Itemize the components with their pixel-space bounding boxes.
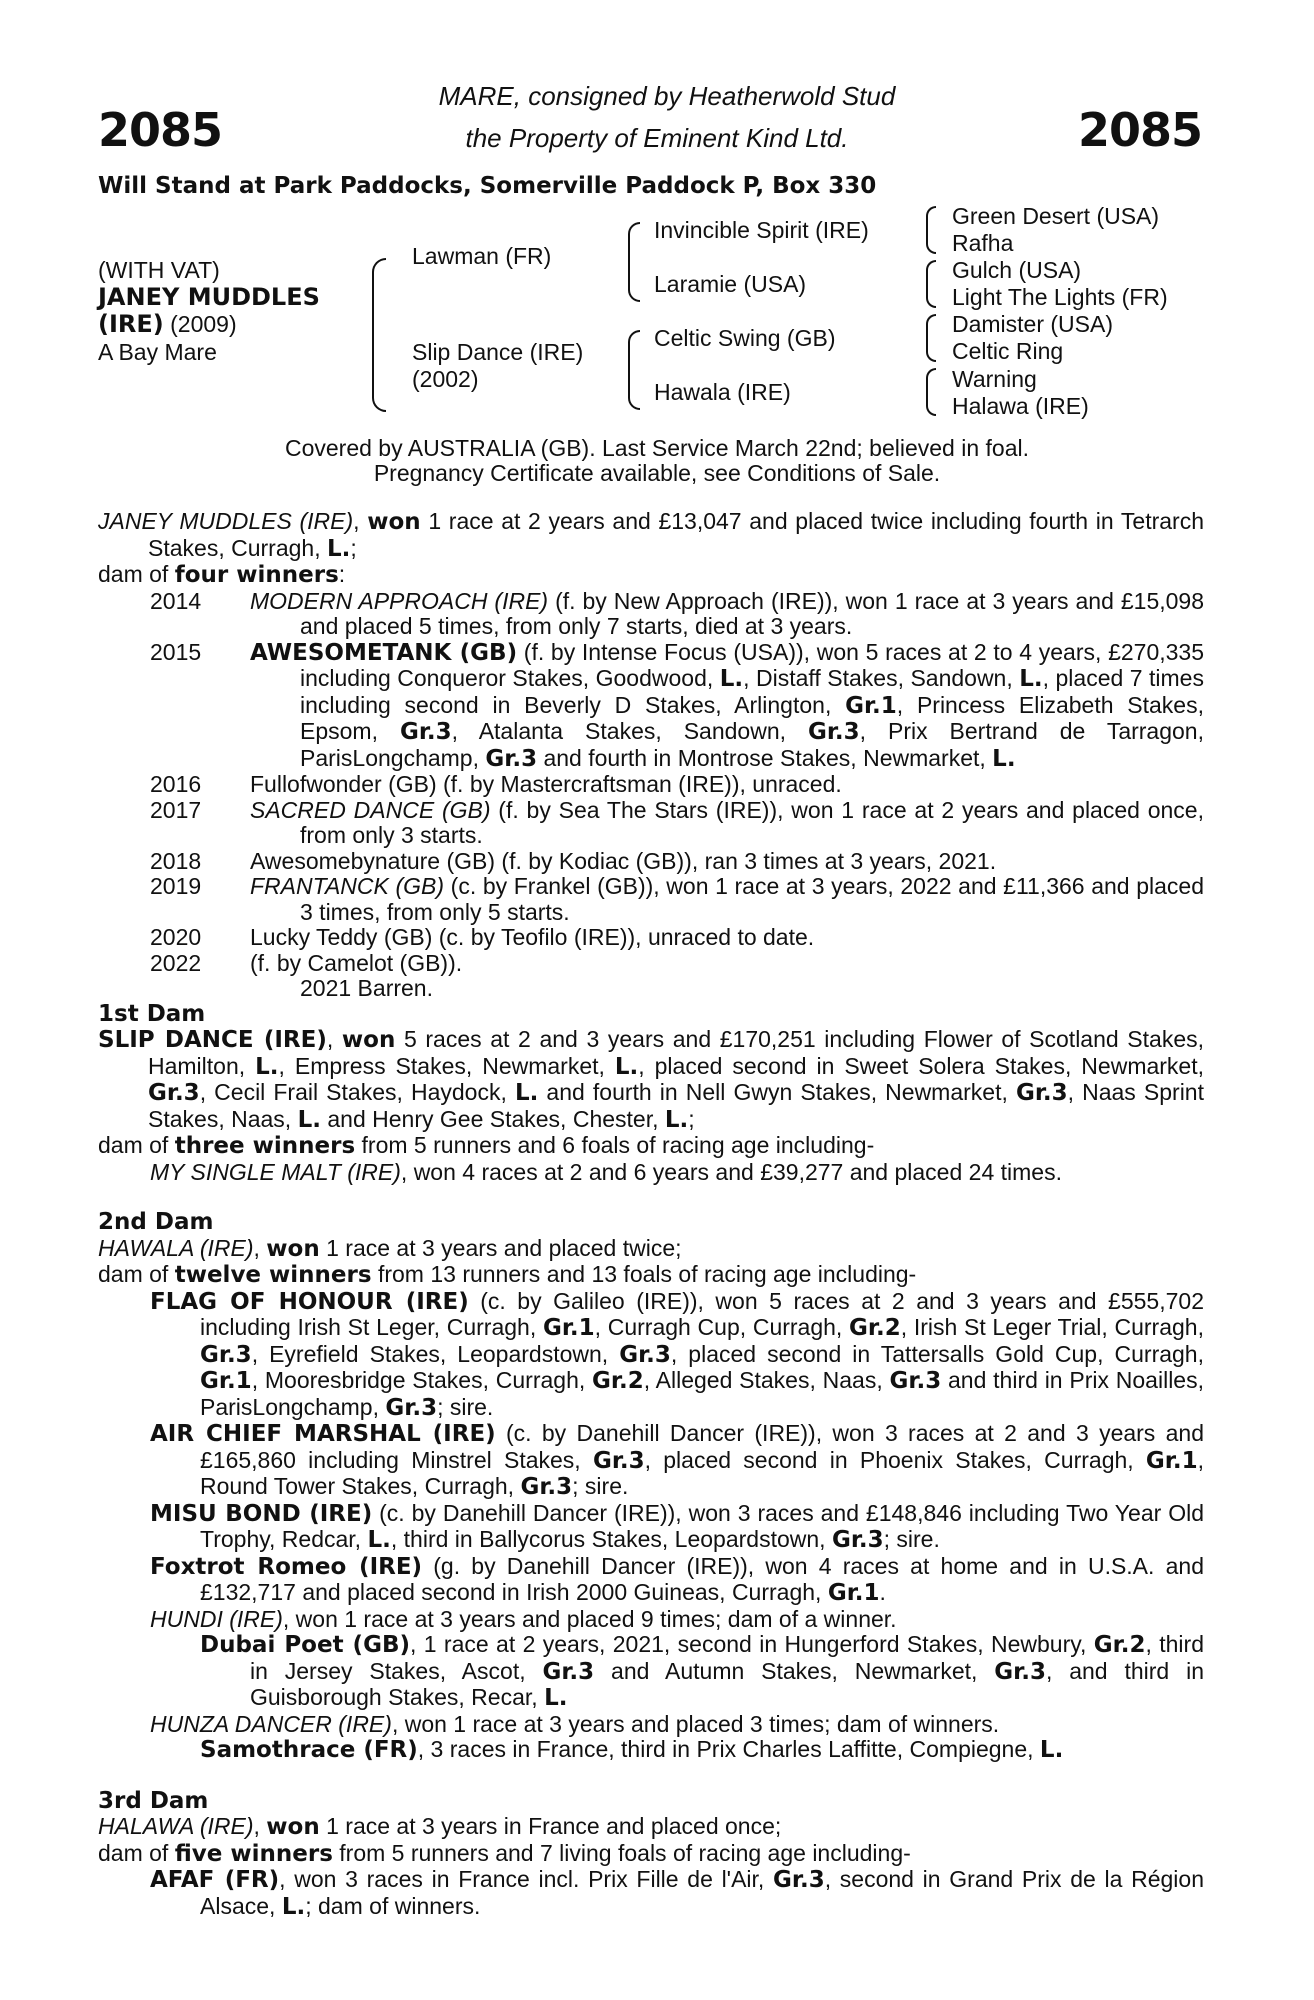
produce-row: 2015 AWESOMETANK (GB) (f. by Intense Focus (USA)), won 5 races at 2 to 4 years, £270,335 including Conqueror Stakes, Goodwood, L., Distaff Stakes, Sandown, L., placed 7 times including second in Beverly D Stakes, Arlington, Gr.1, Princess Elizabeth Stakes, Epsom, Gr.3, Atalanta Stakes, Sandown, Gr.3, Prix Bertrand de Tarragon, ParisLongchamp, Gr.3 and fourth in Montrose Stakes, Newmarket, L.	[98, 640, 1204, 773]
produce-year: 2020	[150, 924, 202, 950]
produce-year: 2014	[150, 587, 202, 614]
progeny-flag-of-honour: FLAG OF HONOUR (IRE) (c. by Galileo (IRE)), won 5 races at 2 and 3 years and £555,702 including Irish St Leger, Curragh, Gr.1, Curragh Cup, Curragh, Gr.2, Irish St Leger Trial, Curragh, Gr.3, Eyrefield Stakes, Leopardstown, Gr.3, placed second in Tattersalls Gold Cup, Curragh, Gr.1, Mooresbridge Stakes, Curragh, Gr.2, Alleged Stakes, Naas, Gr.3 and third in Prix Noailles, ParisLongchamp, Gr.3; sire.	[150, 1287, 1204, 1421]
progeny-air-chief-marshal: AIR CHIEF MARSHAL (IRE) (c. by Danehill Dancer (IRE)), won 3 races at 2 and 3 years and £165,860 including Minstrel Stakes, Gr.3, placed second in Phoenix Stakes, Curragh, Gr.1, Round Tower Stakes, Curragh, Gr.3; sire.	[150, 1420, 1205, 1500]
produce-year: 2017	[150, 796, 202, 823]
sire-sire: Invincible Spirit (IRE)	[654, 217, 869, 243]
dam-sire: Celtic Swing (GB)	[654, 325, 836, 351]
grandprogeny-samothrace: Samothrace (FR), 3 races in France, third in Prix Charles Laffitte, Compiegne, L.	[200, 1736, 1064, 1763]
ddd: Halawa (IRE)	[952, 393, 1089, 419]
produce-row: 2014 MODERN APPROACH (IRE) (f. by New Approach (IRE)), won 1 race at 3 years and £15,098 and placed 5 times, from only 7 starts, died at 3 years.	[98, 589, 1204, 640]
dds: Warning	[952, 366, 1037, 392]
first-dam-record: SLIP DANCE (IRE), won 5 races at 2 and 3 years and £170,251 including Flower of Scotland Stakes, Hamilton, L., Empress Stakes, Newmarket, L., placed second in Sweet Solera Stakes, Newmarket, Gr.3, Cecil Frail Stakes, Haydock, L. and fourth in Nell Gwyn Stakes, Newmarket, Gr.3, Naas Sprint Stakes, Naas, L. and Henry Gee Stakes, Chester, L.;	[98, 1026, 1205, 1133]
vat-note: (WITH VAT)	[98, 257, 220, 283]
horse-suffix-year	[98, 312, 237, 338]
produce-row: 2017 SACRED DANCE (GB) (f. by Sea The Stars (IRE)), won 1 race at 2 years and placed once, from only 3 starts.	[98, 798, 1204, 849]
dam: Slip Dance (IRE)	[412, 339, 584, 365]
brace-3-4	[926, 368, 936, 416]
horse-name: JANEY MUDDLES	[98, 283, 320, 311]
third-dam-heading: 3rd Dam	[98, 1787, 209, 1814]
sire: Lawman (FR)	[412, 243, 552, 269]
sire-dam: Laramie (USA)	[654, 271, 807, 297]
stand-location: Will Stand at Park Paddocks, Somerville Paddock P, Box 330	[98, 173, 877, 199]
brace-dam-line	[628, 330, 640, 410]
first-dam-progeny: MY SINGLE MALT (IRE), won 4 races at 2 and 6 years and £39,277 and placed 24 times.	[150, 1158, 1062, 1185]
dsd: Celtic Ring	[952, 338, 1064, 364]
brace-generation-1	[372, 258, 386, 412]
produce-row: 2018 Awesomebynature (GB) (f. by Kodiac (GB)), ran 3 times at 3 years, 2021.	[98, 849, 1204, 875]
covered-line-1: Covered by AUSTRALIA (GB). Last Service March 22nd; believed in foal.	[284, 435, 1030, 461]
produce-year: 2019	[150, 873, 202, 899]
lot-number-right: 2085	[1077, 103, 1202, 157]
covered-line-2: Pregnancy Certificate available, see Conditions of Sale.	[373, 460, 941, 486]
brace-sire-line	[628, 222, 640, 302]
dam-dam: Hawala (IRE)	[654, 379, 791, 405]
catalogue-body	[98, 509, 1204, 1920]
progeny-afaf: AFAF (FR), won 3 races in France incl. Prix Fille de l'Air, Gr.3, second in Grand Prix de la Région Alsace, L.; dam of winners.	[150, 1866, 1205, 1920]
mare-record: JANEY MUDDLES (IRE), won 1 race at 2 years and £13,047 and placed twice including fourth in Tetrarch Stakes, Curragh, L.;	[98, 508, 1204, 562]
second-dam-record: HAWALA (IRE), won 1 race at 3 years and placed twice;	[98, 1234, 682, 1262]
property-line: the Property of Eminent Kind Ltd.	[465, 123, 849, 153]
brace-3-1	[926, 206, 936, 254]
brace-3-2	[926, 260, 936, 308]
sdd: Light The Lights (FR)	[952, 284, 1168, 310]
dam-year: (2002)	[412, 366, 479, 392]
progeny-hundi: HUNDI (IRE), won 1 race at 3 years and placed 9 times; dam of a winner.	[150, 1605, 897, 1632]
produce-row: 2019 FRANTANCK (GB) (c. by Frankel (GB)), won 1 race at 3 years, 2022 and £11,366 and placed 3 times, from only 5 starts.	[98, 874, 1204, 925]
progeny-hunza-dancer: HUNZA DANCER (IRE), won 1 race at 3 years and placed 3 times; dam of winners.	[150, 1710, 1000, 1737]
first-dam-produce: dam of three winners from 5 runners and 6 foals of racing age including-	[98, 1132, 875, 1159]
sss: Green Desert (USA)	[952, 203, 1160, 229]
third-dam-produce: dam of five winners from 5 runners and 7 living foals of racing age including-	[98, 1839, 911, 1867]
third-dam-record: HALAWA (IRE), won 1 race at 3 years in France and placed once;	[98, 1813, 782, 1840]
ssd: Rafha	[952, 230, 1014, 256]
second-dam-produce: dam of twelve winners from 13 runners and 13 foals of racing age including-	[98, 1261, 917, 1288]
progeny-foxtrot-romeo: Foxtrot Romeo (IRE) (g. by Danehill Dancer (IRE)), won 4 races at home and in U.S.A. and £132,717 and placed second in Irish 2000 Guineas, Curragh, Gr.1.	[150, 1552, 1204, 1606]
sds: Gulch (USA)	[952, 257, 1082, 283]
horse-description: A Bay Mare	[98, 339, 217, 365]
produce-year: 2022	[150, 949, 202, 976]
progeny-misu-bond: MISU BOND (IRE) (c. by Danehill Dancer (IRE)), won 3 races and £148,846 including Two Year Old Trophy, Redcar, L., third in Ballycorus Stakes, Leopardstown, Gr.3; sire.	[150, 1499, 1204, 1553]
horse-country: (IRE)	[98, 310, 164, 338]
produce-year: 2016	[150, 771, 202, 797]
horse-year: (2009)	[163, 311, 237, 337]
produce-row: 2022 (f. by Camelot (GB)). 2021 Barren.	[98, 951, 1204, 1002]
consignor-line: MARE, consigned by Heatherwold Stud	[438, 81, 896, 111]
produce-year: 2018	[150, 847, 202, 874]
lot-number-left: 2085	[98, 103, 223, 157]
second-dam-heading: 2nd Dam	[98, 1209, 214, 1235]
grandprogeny-dubai-poet: Dubai Poet (GB), 1 race at 2 years, 2021, second in Hungerford Stakes, Newbury, Gr.2, third in Jersey Stakes, Ascot, Gr.3 and Autumn Stakes, Newmarket, Gr.3, and third in Guisborough Stakes, Recar, L.	[200, 1631, 1204, 1711]
produce-year: 2015	[150, 638, 202, 665]
produce-row: 2016 Fullofwonder (GB) (f. by Mastercraftsman (IRE)), unraced.	[98, 772, 1204, 798]
brace-3-3	[926, 314, 936, 362]
mare-produce-summary: dam of four winners:	[98, 561, 346, 588]
produce-row: 2020 Lucky Teddy (GB) (c. by Teofilo (IRE)), unraced to date.	[98, 925, 1204, 951]
first-dam-heading: 1st Dam	[98, 1000, 206, 1027]
dss: Damister (USA)	[952, 311, 1114, 337]
